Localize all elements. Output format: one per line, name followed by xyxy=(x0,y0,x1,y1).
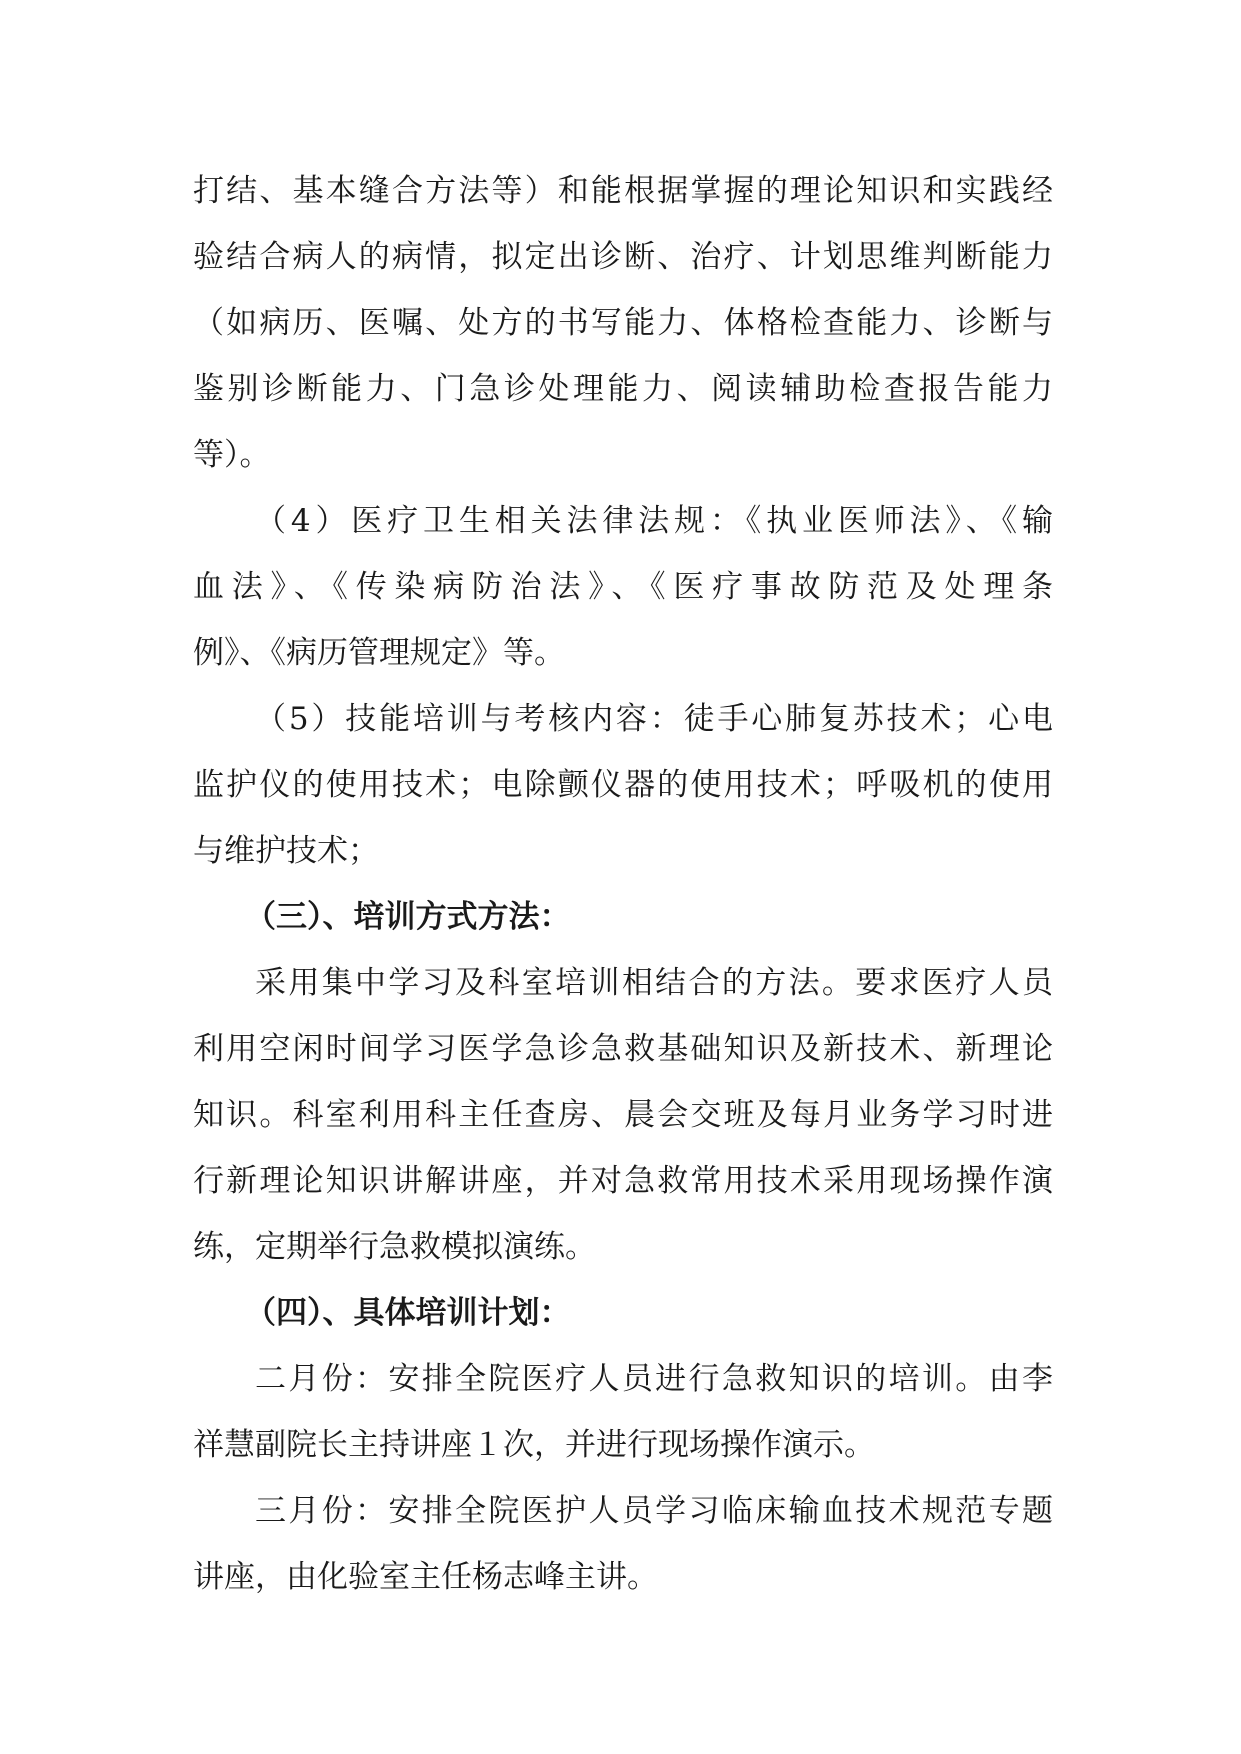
section-heading-training-plan: （四）、具体培训计划： xyxy=(245,1295,571,1331)
text-line: （如病历、医嘱、处方的书写能力、体格检查能力、诊断与 xyxy=(193,305,1053,341)
text-line: 知识。科室利用科主任查房、晨会交班及每月业务学习时进 xyxy=(193,1097,1053,1133)
text-line: 讲座，由化验室主任杨志峰主讲。 xyxy=(193,1559,658,1595)
text-line: 鉴别诊断能力、门急诊处理能力、阅读辅助检查报告能力 xyxy=(193,371,1053,407)
text-line: 行新理论知识讲解讲座，并对急救常用技术采用现场操作演 xyxy=(193,1163,1053,1199)
text-line: 监护仪的使用技术；电除颤仪器的使用技术；呼吸机的使用 xyxy=(193,767,1053,803)
text-line: 采用集中学习及科室培训相结合的方法。要求医疗人员 xyxy=(255,965,1053,1001)
document-body xyxy=(193,158,1053,1610)
text-line: （5）技能培训与考核内容：徒手心肺复苏技术；心电 xyxy=(255,701,1053,737)
text-line: 三月份：安排全院医护人员学习临床输血技术规范专题 xyxy=(255,1493,1053,1529)
text-line: 验结合病人的病情，拟定出诊断、治疗、计划思维判断能力 xyxy=(193,239,1053,275)
text-line: 练，定期举行急救模拟演练。 xyxy=(193,1229,596,1265)
text-line: 与维护技术； xyxy=(193,833,379,869)
text-line: 例》、《病历管理规定》等。 xyxy=(193,635,565,671)
text-line: 等）。 xyxy=(193,437,271,473)
text-line: （4）医疗卫生相关法律法规：《执业医师法》、《输 xyxy=(255,503,1053,539)
text-line: 打结、基本缝合方法等）和能根据掌握的理论知识和实践经 xyxy=(193,173,1053,209)
text-line: 利用空闲时间学习医学急诊急救基础知识及新技术、新理论 xyxy=(193,1031,1053,1067)
text-line: 祥慧副院长主持讲座１次，并进行现场操作演示。 xyxy=(193,1427,875,1463)
text-line: 二月份：安排全院医疗人员进行急救知识的培训。由李 xyxy=(255,1361,1053,1397)
text-line: 血法》、《传染病防治法》、《医疗事故防范及处理条 xyxy=(193,569,1053,605)
section-heading-training-methods: （三）、培训方式方法： xyxy=(245,899,571,935)
